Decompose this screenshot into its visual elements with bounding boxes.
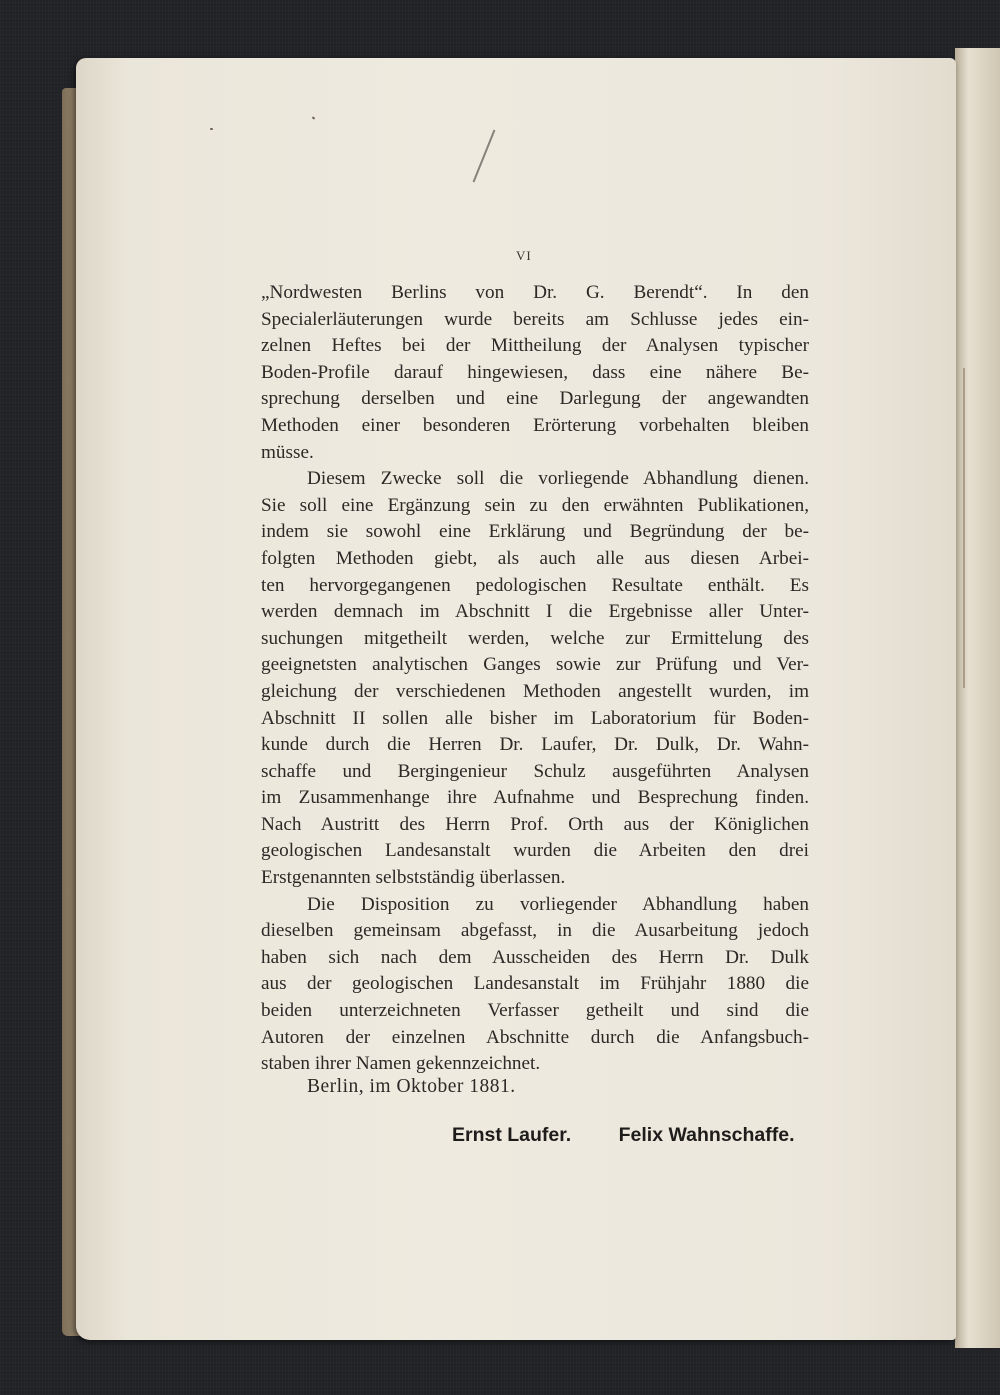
text-line: Specialerläuterungen wurde bereits am Schlusse jedes ein- — [261, 308, 809, 330]
page-stack-right-edge — [955, 48, 1000, 1348]
text-line: ten hervorgegangenen pedologischen Resultate enthält. Es — [261, 574, 809, 596]
text-line: schaffe und Bergingenieur Schulz ausgeführten Analysen — [261, 760, 809, 782]
text-line: geeignetsten analytischen Ganges sowie zur Prüfung und Ver- — [261, 654, 809, 676]
author-name: Ernst Laufer. — [452, 1124, 572, 1146]
text-line: staben ihrer Namen gekennzeichnet. — [261, 1053, 541, 1075]
text-line: müsse. — [261, 441, 314, 463]
text-line: Sie soll eine Ergänzung sein zu den erwähnten Publikationen, — [261, 494, 809, 516]
page-number: VI — [516, 248, 532, 263]
text-line: suchungen mitgetheilt werden, welche zur Ermittelung des — [261, 627, 809, 649]
text-line: im Zusammenhange ihre Aufnahme und Besprechung finden. — [261, 787, 809, 809]
text-line: folgten Methoden giebt, als auch alle aus diesen Arbei- — [261, 547, 809, 569]
author-signatures — [452, 1124, 795, 1147]
text-line: beiden unterzeichneten Verfasser getheilt und sind die — [261, 1000, 809, 1022]
text-line: Nach Austritt des Herrn Prof. Orth aus der Königlichen — [261, 813, 809, 835]
text-line: Methoden einer besonderen Erörterung vorbehalten bleiben — [261, 414, 809, 436]
author-name: Felix Wahnschaffe. — [618, 1124, 795, 1146]
text-line: kunde durch die Herren Dr. Laufer, Dr. Dulk, Dr. Wahn- — [261, 734, 809, 756]
text-line: Autoren der einzelnen Abschnitte durch die Anfangsbuch- — [261, 1026, 809, 1048]
text-line: Die Disposition zu vorliegender Abhandlung haben — [307, 893, 809, 915]
paragraph — [261, 280, 809, 466]
body-text — [261, 280, 809, 1078]
text-line: dieselben gemeinsam abgefasst, in die Ausarbeitung jedoch — [261, 920, 809, 942]
text-line: aus der geologischen Landesanstalt im Frühjahr 1880 die — [261, 973, 809, 995]
text-line: Diesem Zwecke soll die vorliegende Abhandlung dienen. — [307, 468, 809, 490]
text-line: Abschnitt II sollen alle bisher im Laboratorium für Boden- — [261, 707, 809, 729]
text-line: zelnen Heftes bei der Mittheilung der Analysen typischer — [261, 335, 809, 357]
text-line: Erstgenannten selbstständig überlassen. — [261, 867, 566, 889]
text-line: „Nordwesten Berlins von Dr. G. Berendt“. In den — [261, 282, 809, 303]
paragraph — [261, 466, 809, 892]
text-line: geologischen Landesanstalt wurden die Arbeiten den drei — [261, 840, 809, 862]
text-line: gleichung der verschiedenen Methoden angestellt wurden, im — [261, 680, 809, 702]
text-line: Boden-Profile darauf hingewiesen, dass eine nähere Be- — [261, 361, 809, 383]
text-line: werden demnach im Abschnitt I die Ergebnisse aller Unter- — [261, 601, 809, 623]
paragraph — [261, 892, 809, 1078]
text-line: indem sie sowohl eine Erklärung und Begründung der be- — [261, 521, 809, 543]
paper-speck — [210, 128, 213, 130]
text-line: haben sich nach dem Ausscheiden des Herrn Dr. Dulk — [261, 946, 809, 968]
text-line: sprechung derselben und eine Darlegung der angewandten — [261, 388, 809, 410]
place-date-line: Berlin, im Oktober 1881. — [307, 1076, 516, 1097]
